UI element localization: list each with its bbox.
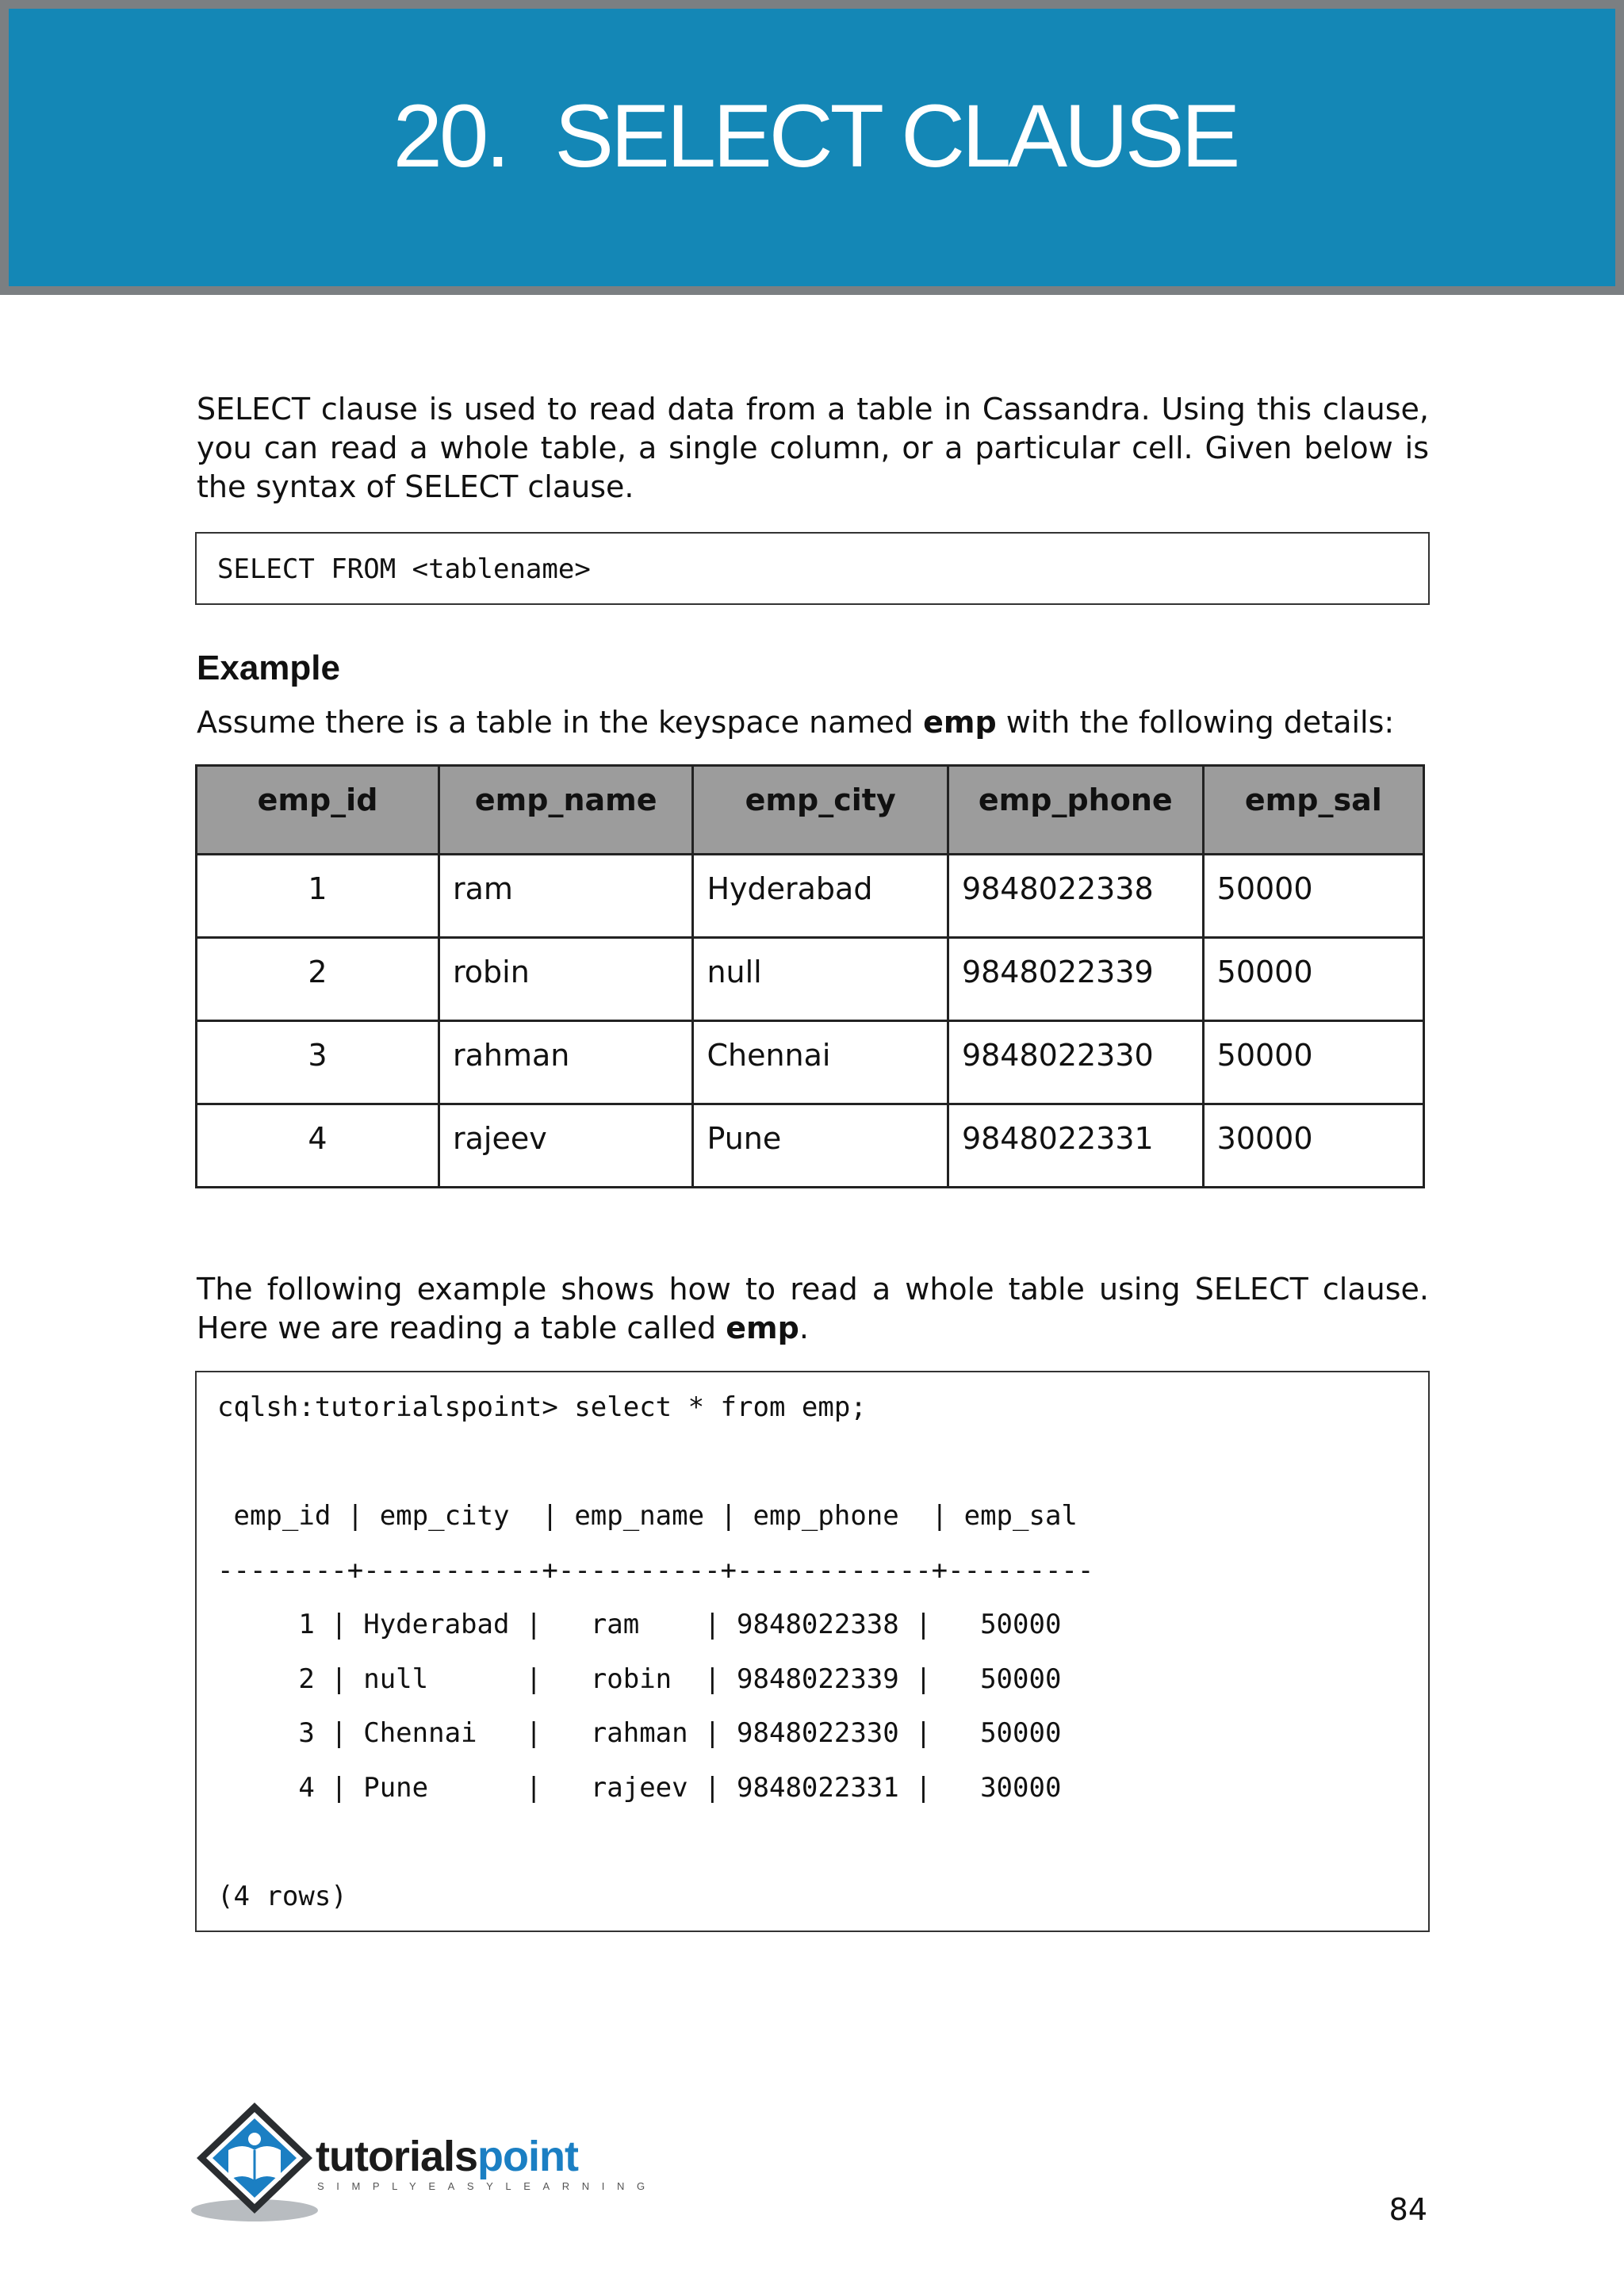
chapter-banner bbox=[0, 0, 1624, 295]
table-cell: ram bbox=[439, 855, 693, 938]
table-cell: 9848022331 bbox=[948, 1104, 1203, 1188]
example-intro-text: Assume there is a table in the keyspace named bbox=[197, 705, 924, 740]
intro-paragraph: SELECT clause is used to read data from a table in Cassandra. Using this clause, you can read a whole table, a single column, or a particular cell. Given below is the syntax of SELECT clause. bbox=[197, 392, 1429, 504]
table-cell: Pune bbox=[693, 1104, 948, 1188]
chapter-title-text: SELECT CLAUSE bbox=[554, 86, 1238, 186]
example2-intro-text: The following example shows how to read a whole table using SELECT clause. Here we are reading a table called bbox=[197, 1272, 1429, 1345]
example-heading: Example bbox=[197, 649, 340, 687]
logo-word-right: point bbox=[477, 2133, 578, 2180]
reader-head-icon bbox=[248, 2133, 261, 2145]
table-cell: 30000 bbox=[1203, 1104, 1423, 1188]
example-intro-bold: emp bbox=[923, 705, 997, 740]
page-number: 84 bbox=[1388, 2192, 1427, 2227]
table-cell: Chennai bbox=[693, 1021, 948, 1104]
syntax-box bbox=[195, 532, 1430, 605]
logo-tagline: SIMPLYEASYLEARNING bbox=[317, 2180, 657, 2192]
table-cell: 2 bbox=[197, 938, 439, 1021]
emp-table bbox=[195, 764, 1425, 1188]
table-header-row bbox=[197, 766, 1424, 855]
table-cell: rahman bbox=[439, 1021, 693, 1104]
table-header-cell: emp_name bbox=[439, 766, 693, 855]
table-cell: 9848022339 bbox=[948, 938, 1203, 1021]
table-row bbox=[197, 855, 1424, 938]
table-cell: 9848022330 bbox=[948, 1021, 1203, 1104]
console-line: --------+-----------+----------+------------+--------- bbox=[217, 1554, 1094, 1586]
example2-intro-paragraph bbox=[197, 1270, 1429, 1348]
chapter-title bbox=[9, 86, 1615, 186]
syntax-code: SELECT FROM <tablename> bbox=[217, 553, 591, 585]
table-cell: 1 bbox=[197, 855, 439, 938]
logo-word-left: tutorials bbox=[316, 2133, 478, 2180]
console-line: 2 | null | robin | 9848022339 | 50000 bbox=[217, 1663, 1062, 1695]
table-row bbox=[197, 1021, 1424, 1104]
table-header-cell: emp_id bbox=[197, 766, 439, 855]
table-cell: 4 bbox=[197, 1104, 439, 1188]
console-line: emp_id | emp_city | emp_name | emp_phone | emp_sal bbox=[217, 1500, 1078, 1532]
table-cell: null bbox=[693, 938, 948, 1021]
table-header-cell: emp_phone bbox=[948, 766, 1203, 855]
table-cell: 9848022338 bbox=[948, 855, 1203, 938]
console-line: 4 | Pune | rajeev | 9848022331 | 30000 bbox=[217, 1771, 1062, 1804]
example-intro-text-end: with the following details: bbox=[996, 705, 1395, 740]
example-intro-paragraph bbox=[197, 703, 1429, 742]
table-row bbox=[197, 1104, 1424, 1188]
console-line: 3 | Chennai | rahman | 9848022330 | 50000 bbox=[217, 1717, 1062, 1749]
console-output bbox=[197, 1372, 1428, 1923]
example2-intro-text-end: . bbox=[799, 1311, 809, 1345]
table-cell: robin bbox=[439, 938, 693, 1021]
table-cell: Hyderabad bbox=[693, 855, 948, 938]
table-cell: 50000 bbox=[1203, 855, 1423, 938]
example2-intro-bold: emp bbox=[726, 1311, 799, 1345]
console-line: 1 | Hyderabad | ram | 9848022338 | 50000 bbox=[217, 1609, 1062, 1640]
console-output-box bbox=[195, 1371, 1430, 1932]
table-cell: rajeev bbox=[439, 1104, 693, 1188]
tutorialspoint-logo bbox=[195, 2101, 657, 2228]
table-cell: 3 bbox=[197, 1021, 439, 1104]
table-cell: 50000 bbox=[1203, 938, 1423, 1021]
console-line: (4 rows) bbox=[217, 1880, 347, 1912]
table-cell: 50000 bbox=[1203, 1021, 1423, 1104]
console-line: cqlsh:tutorialspoint> select * from emp; bbox=[217, 1391, 867, 1423]
table-row bbox=[197, 938, 1424, 1021]
chapter-number: 20. bbox=[393, 86, 508, 186]
table-header-cell: emp_sal bbox=[1203, 766, 1423, 855]
table-header-cell: emp_city bbox=[693, 766, 948, 855]
logo-wordmark bbox=[316, 2133, 579, 2180]
